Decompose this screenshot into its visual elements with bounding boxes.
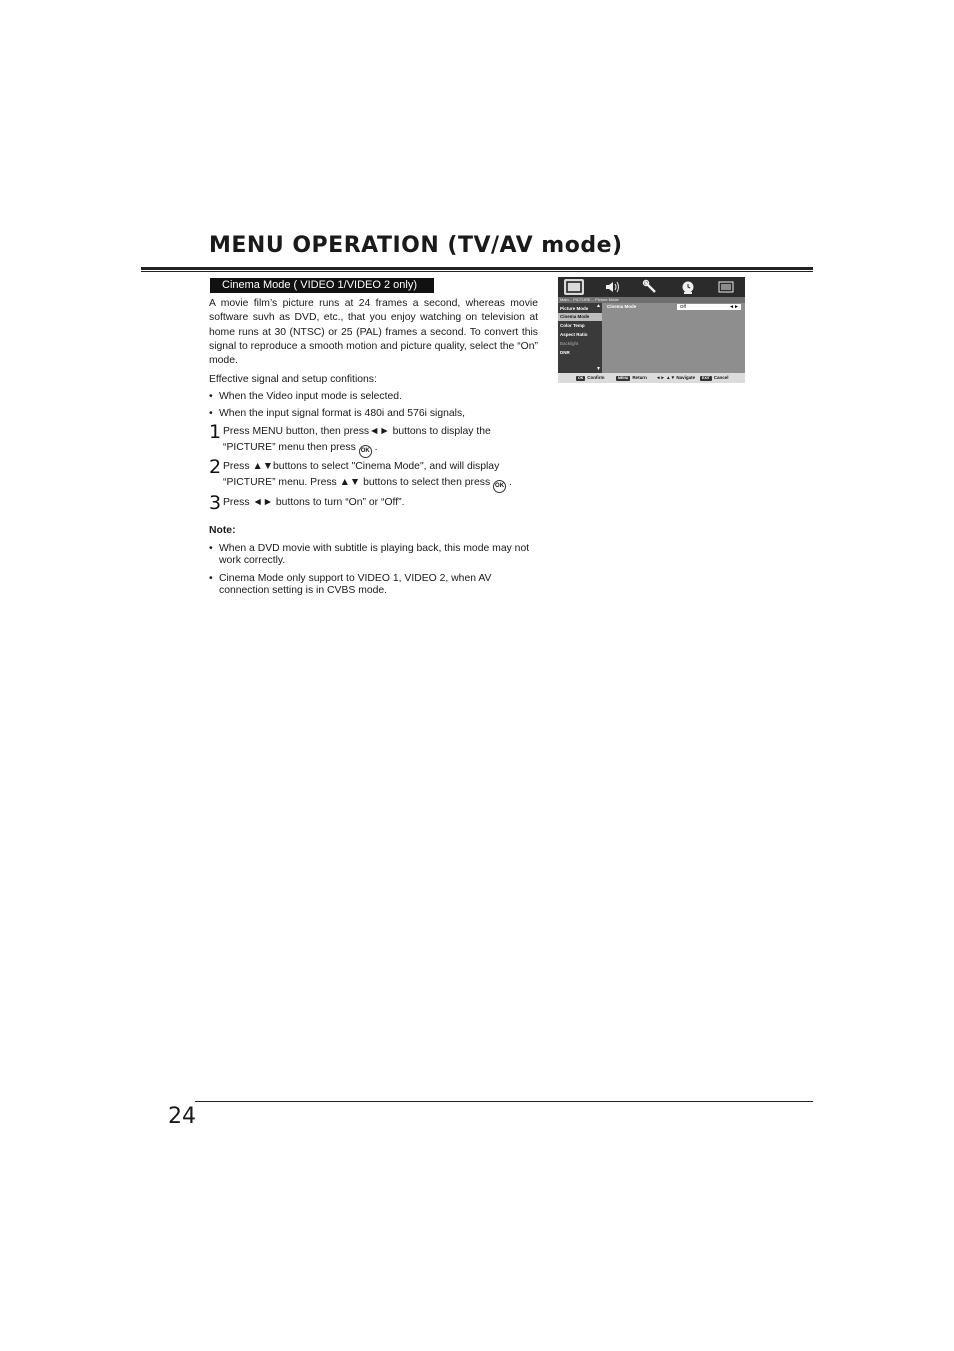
step-line: “PICTURE” menu. Press ▲▼ buttons to select then press [223, 477, 491, 488]
sound-icon [602, 279, 622, 295]
step-line: Press MENU button, then press◄► buttons to display the [223, 426, 491, 437]
condition-item [209, 408, 539, 420]
step-line: “PICTURE” menu then press [223, 442, 356, 453]
note-title: Note: [209, 525, 236, 536]
note-text: Cinema Mode only support to VIDEO 1, VIDEO 2, when AV connection setting is in CVBS mode. [219, 573, 492, 596]
step-line-end: . [508, 477, 512, 488]
ok-key-icon: OK [578, 376, 584, 380]
ok-button-icon: OK [493, 480, 506, 493]
step-2-text [223, 459, 543, 493]
tv-menu-item-cinema-mode: Cinema Mode [558, 313, 602, 321]
timer-clock-icon [678, 279, 698, 295]
footer-cancel [700, 374, 729, 382]
tv-breadcrumb: Main... PICTURE... Picture Mode [558, 297, 745, 303]
footer-cancel-label: Cancel [713, 375, 729, 380]
bullet-dot: • [209, 543, 213, 554]
exit-key-icon: EXIT [702, 376, 710, 380]
footer-return [616, 374, 647, 382]
step-3-text: Press ◄► buttons to turn “On” or “Off”. [223, 497, 405, 508]
menu-key-icon: MENU [618, 376, 629, 380]
title-divider-thin [141, 271, 813, 272]
condition-text: When the input signal format is 480i and 576i signals, [219, 408, 466, 419]
footer-navigate [656, 374, 695, 382]
note-item [209, 573, 539, 597]
tv-footer [558, 373, 745, 383]
intro-paragraph: A movie film’s picture runs at 24 frames a second, whereas movie software suvh as DVD, etc., that you enjoy watching on television at home runs at 30 (NTSC) or 25 (PAL) frames a second. To convert this signal to reproduce a smooth motion and picture quality, select the “On” mode. [209, 298, 538, 367]
footer-divider [195, 1101, 813, 1102]
step-number: 2 [209, 456, 222, 478]
list-icon [716, 279, 736, 295]
scroll-down-icon: ▼ [596, 366, 601, 372]
tv-option-label: Cinema Mode [607, 304, 637, 309]
picture-icon [564, 279, 584, 295]
scroll-up-icon: ▲ [596, 303, 601, 309]
step-line-end: . [374, 442, 378, 453]
page-title: MENU OPERATION (TV/AV mode) [209, 233, 623, 258]
tv-icon-bar [558, 277, 745, 297]
tv-menu-item-aspect-ratio: Aspect Ratio [560, 332, 588, 337]
title-divider [141, 267, 813, 270]
tv-option-value [677, 304, 741, 310]
footer-confirm [576, 374, 605, 382]
tv-option-value-text: Off [680, 304, 686, 309]
ok-button-icon: OK [359, 445, 372, 458]
note-text: When a DVD movie with subtitle is playing back, this mode may not work correctly. [219, 543, 530, 566]
bullet-dot: • [209, 391, 213, 402]
note-item [209, 543, 539, 567]
left-right-arrows-icon: ◄► [729, 304, 739, 310]
condition-item [209, 391, 539, 403]
footer-confirm-label: Confirm [587, 375, 605, 380]
footer-navigate-label: Navigate [676, 375, 696, 380]
step-number: 3 [209, 492, 222, 514]
tv-menu-item-color-temp: Color Temp [560, 323, 585, 328]
tv-menu-item-picture-mode: Picture Mode [560, 306, 589, 311]
tv-left-menu [558, 303, 602, 373]
page-number: 24 [168, 1104, 196, 1129]
tv-menu-screenshot [558, 277, 745, 383]
step-1-text [223, 424, 543, 458]
conditions-title: Effective signal and setup confitions: [209, 374, 377, 385]
section-banner: Cinema Mode ( VIDEO 1/VIDEO 2 only) [210, 278, 434, 293]
tv-menu-item-dnr: DNR [560, 350, 570, 355]
footer-return-label: Return [632, 375, 647, 380]
condition-text: When the Video input mode is selected. [219, 391, 402, 402]
setup-wrench-icon [640, 279, 660, 295]
bullet-dot: • [209, 408, 213, 419]
tv-menu-item-backlight: Backlight [560, 341, 579, 346]
step-number: 1 [209, 421, 222, 443]
step-line: Press ▲▼buttons to select "Cinema Mode", and will display [223, 461, 500, 472]
bullet-dot: • [209, 573, 213, 584]
navigate-arrows-icon: ◄► ▲▼ [656, 375, 677, 380]
